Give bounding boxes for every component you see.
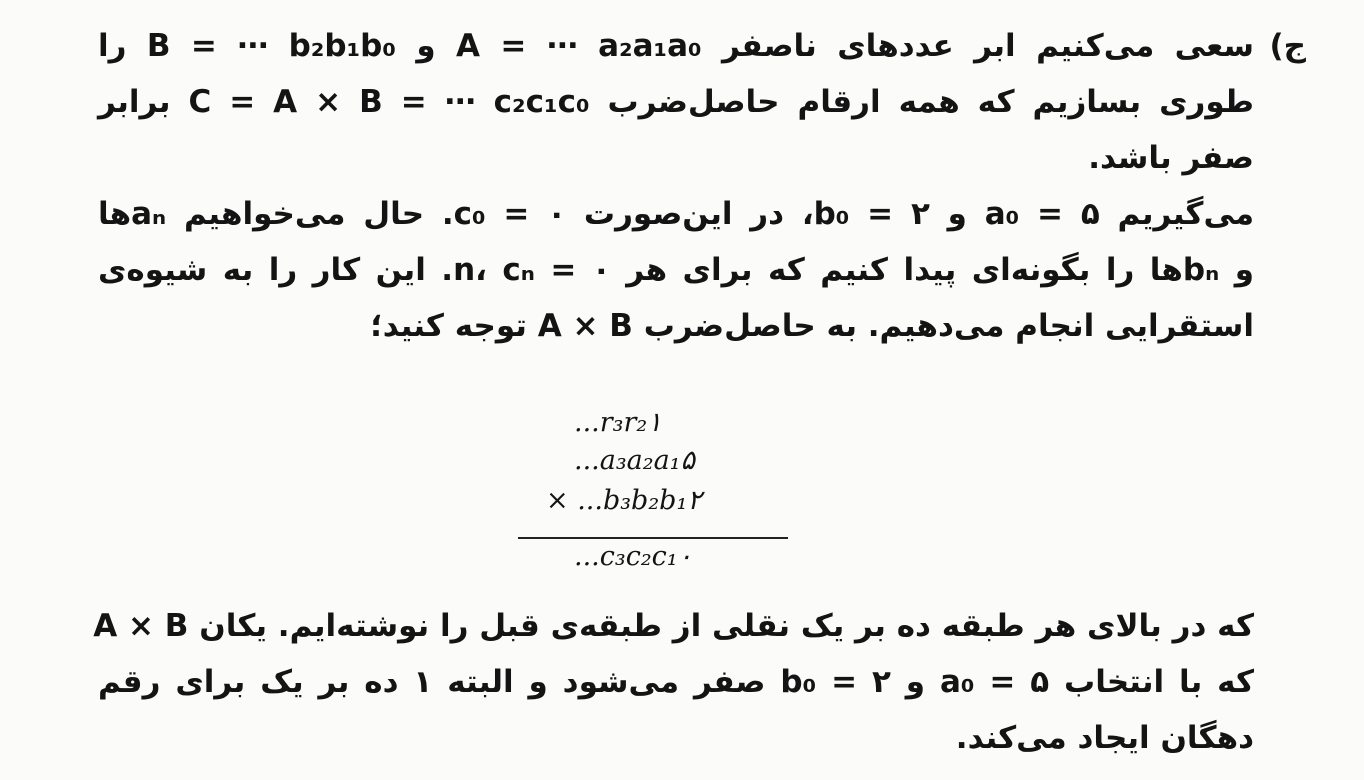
multiplicand-row: ...a₃a₂a₁۵ [574,445,696,476]
text-line: که با انتخاب a₀ = ۵ و b₀ = ۲ صفر می‌شود و البته ۱ ده بر یک برای رقم [98,664,1255,700]
text-line: دهگان ایجاد می‌کند. [955,720,1254,756]
multiplier-row: × ...b₃b₂b₁۲ [546,485,702,516]
part-label: ج) [1269,28,1306,64]
text-line: و bₙها را بگونه‌ای پیدا کنیم که برای هر n، cₙ = ۰. این کار را به شیوه‌ی [98,252,1255,288]
text-line: طوری بسازیم که همه ارقام حاصل‌ضرب C = A × B = ⋯ c₂c₁c₀ برابر [98,84,1254,120]
text-line: سعی می‌کنیم ابر عددهای ناصفر A = ⋯ a₂a₁a₀ و B = ⋯ b₂b₁b₀ را [98,28,1255,64]
text-line: استقرایی انجام می‌دهیم. به حاصل‌ضرب A × B توجه کنید؛ [370,308,1254,344]
multiplication-rule [518,537,788,539]
carry-row: ...r₃r₂۱ [574,407,662,438]
product-row: ...c₃c₂c₁۰ [574,541,693,572]
text-line: صفر باشد. [1088,140,1254,176]
text-line: می‌گیریم a₀ = ۵ و b₀ = ۲، در این‌صورت c₀ = ۰. حال می‌خواهیم aₙها [98,196,1255,232]
text-line: که در بالای هر طبقه ده بر یک نقلی از طبقه‌ی قبل را نوشته‌ایم. یکان A × B [93,608,1254,644]
